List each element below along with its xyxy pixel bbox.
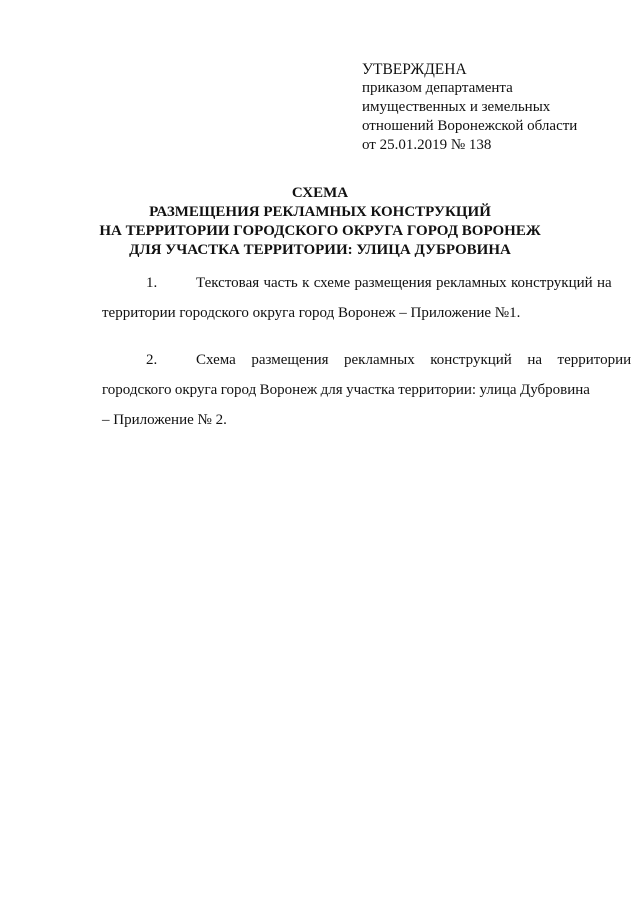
- paragraph-first-line: [102, 268, 612, 298]
- approval-title: УТВЕРЖДЕНА: [362, 61, 467, 78]
- document-title: [0, 184, 640, 260]
- title-line: НА ТЕРРИТОРИИ ГОРОДСКОГО ОКРУГА ГОРОД ВОРОНЕЖ: [99, 223, 541, 239]
- approval-line: отношений Воронежской области: [362, 118, 578, 134]
- title-line: РАЗМЕЩЕНИЯ РЕКЛАМНЫХ КОНСТРУКЦИЙ: [149, 204, 491, 220]
- paragraph-text: территории городского округа город Воронеж – Приложение №1.: [102, 305, 521, 321]
- paragraph-text: Текстовая часть к схеме размещения рекламных конструкций на: [196, 275, 612, 291]
- paragraph-text: Схема размещения рекламных конструкций на территории: [196, 352, 632, 368]
- approval-line: имущественных и земельных: [362, 99, 551, 115]
- title-line: СХЕМА: [291, 185, 349, 201]
- approval-date-number: от 25.01.2019 № 138: [362, 137, 492, 153]
- paragraph-text: городского округа город Воронеж для участка территории: улица Дубровина: [102, 382, 590, 398]
- paragraph-text: – Приложение № 2.: [102, 412, 227, 428]
- approval-stamp: [362, 60, 577, 155]
- list-item-2: [102, 345, 632, 435]
- item-number: 1.: [146, 275, 158, 291]
- list-item-1: [102, 268, 612, 328]
- title-line: ДЛЯ УЧАСТКА ТЕРРИТОРИИ: УЛИЦА ДУБРОВИНА: [129, 242, 511, 258]
- item-number: 2.: [146, 352, 158, 368]
- paragraph-first-line: [102, 345, 632, 375]
- approval-line: приказом департамента: [362, 80, 513, 96]
